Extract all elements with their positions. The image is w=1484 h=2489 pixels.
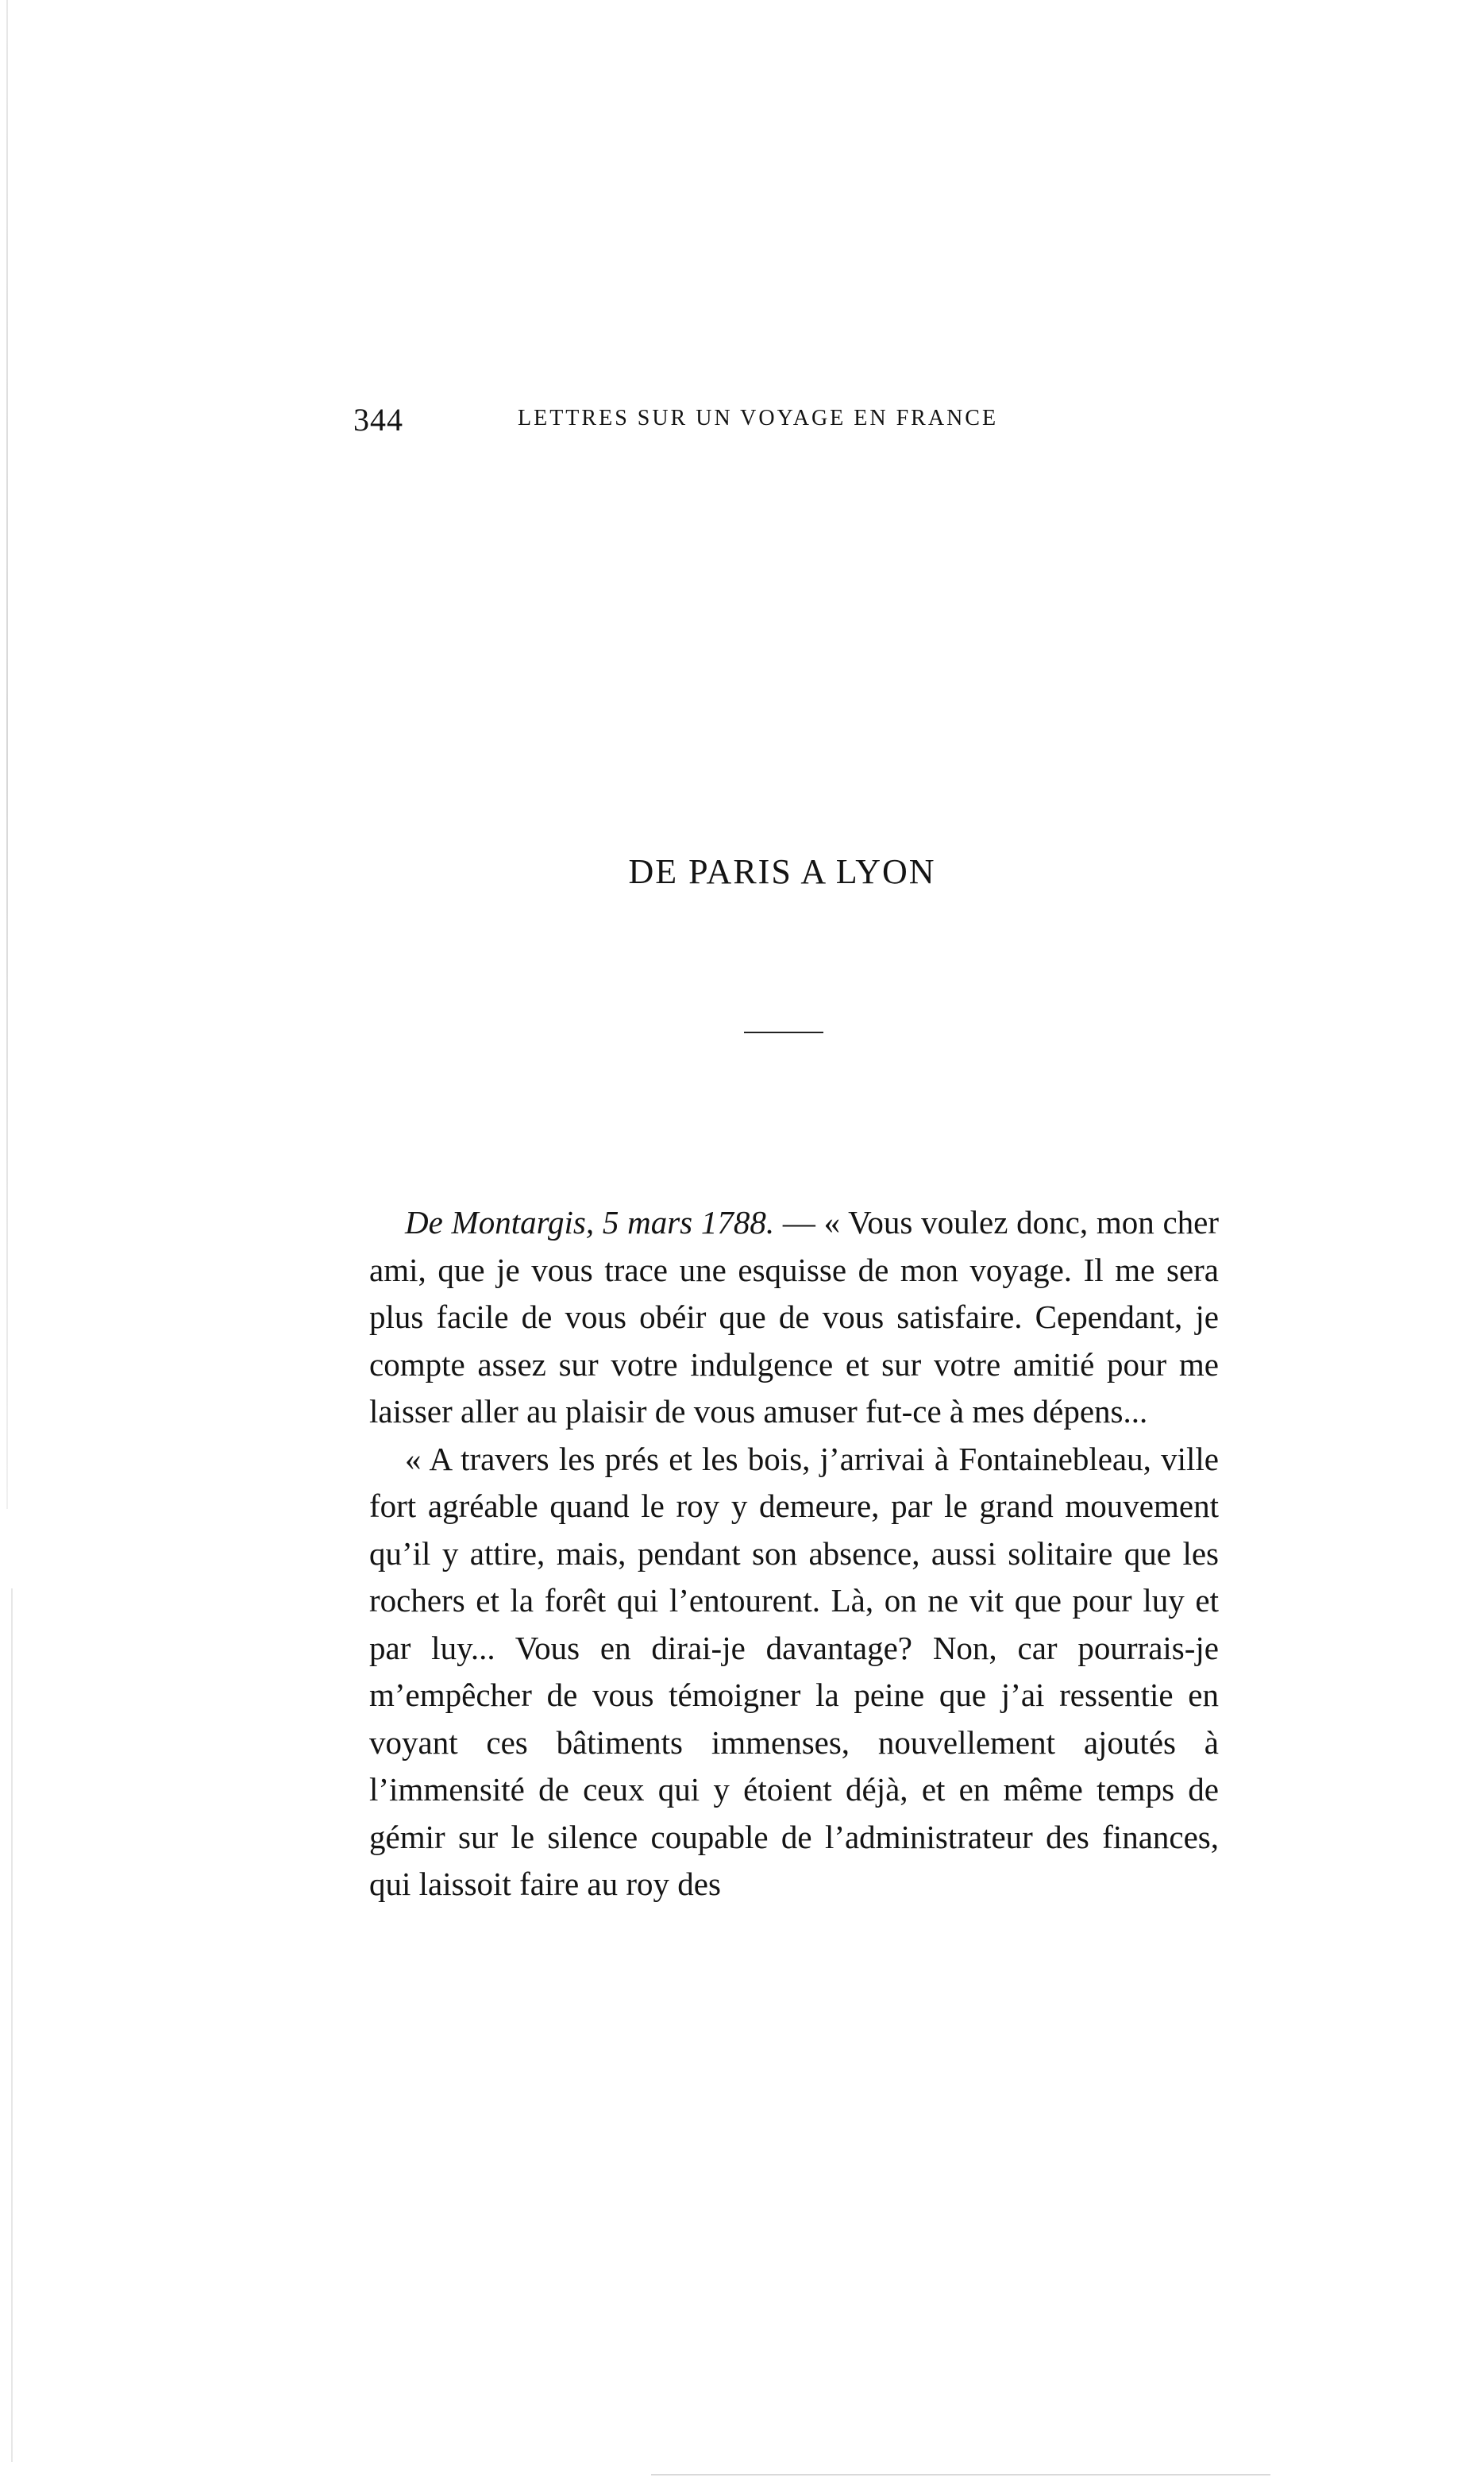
paragraph-text: « A travers les prés et les bois, j’arrivai à Fontainebleau, ville fort agréable quand le roy y demeure, par le grand mouvement qu’il y attire, mais, pendant son absence, aussi solitaire que les rochers et la forêt qui l’entourent. Là, on ne vit que pour luy et par luy... Vous en dirai-je davantage? Non, car pourrais-je m’empêcher de vous témoigner la peine que j’ai ressentie en voyant ces bâtiments immenses, nouvellement ajoutés à l’immensité de ceux qui y étoient déjà, et en même temps de gémir sur le silence coupable de l’administrateur des finances, qui laissoit faire au roy des (369, 1440, 1219, 1902)
running-title: LETTRES SUR UN VOYAGE EN FRANCE (518, 406, 999, 430)
scan-bottom-artifact (651, 2474, 1270, 2475)
scan-edge-artifact (11, 1588, 13, 2462)
chapter-title: DE PARIS A LYON (628, 852, 936, 891)
chapter-rule-divider (744, 1032, 823, 1033)
body-text (369, 1199, 1219, 1908)
dateline: De Montargis, 5 mars 1788. (405, 1204, 775, 1241)
page-number: 344 (353, 402, 403, 438)
paragraph-text: — « Vous voulez donc, mon cher ami, que je vous trace une esquisse de mon voyage. Il me sera plus facile de vous obéir que de vous satisfaire. Cependant, je compte assez sur votre indulgence et sur votre amitié pour me laisser aller au plaisir de vous amuser fut-ce à mes dépens... (369, 1204, 1219, 1430)
running-head (353, 401, 1044, 449)
paragraph (369, 1436, 1219, 1908)
paragraph (369, 1199, 1219, 1436)
scan-edge-artifact (6, 0, 8, 1509)
